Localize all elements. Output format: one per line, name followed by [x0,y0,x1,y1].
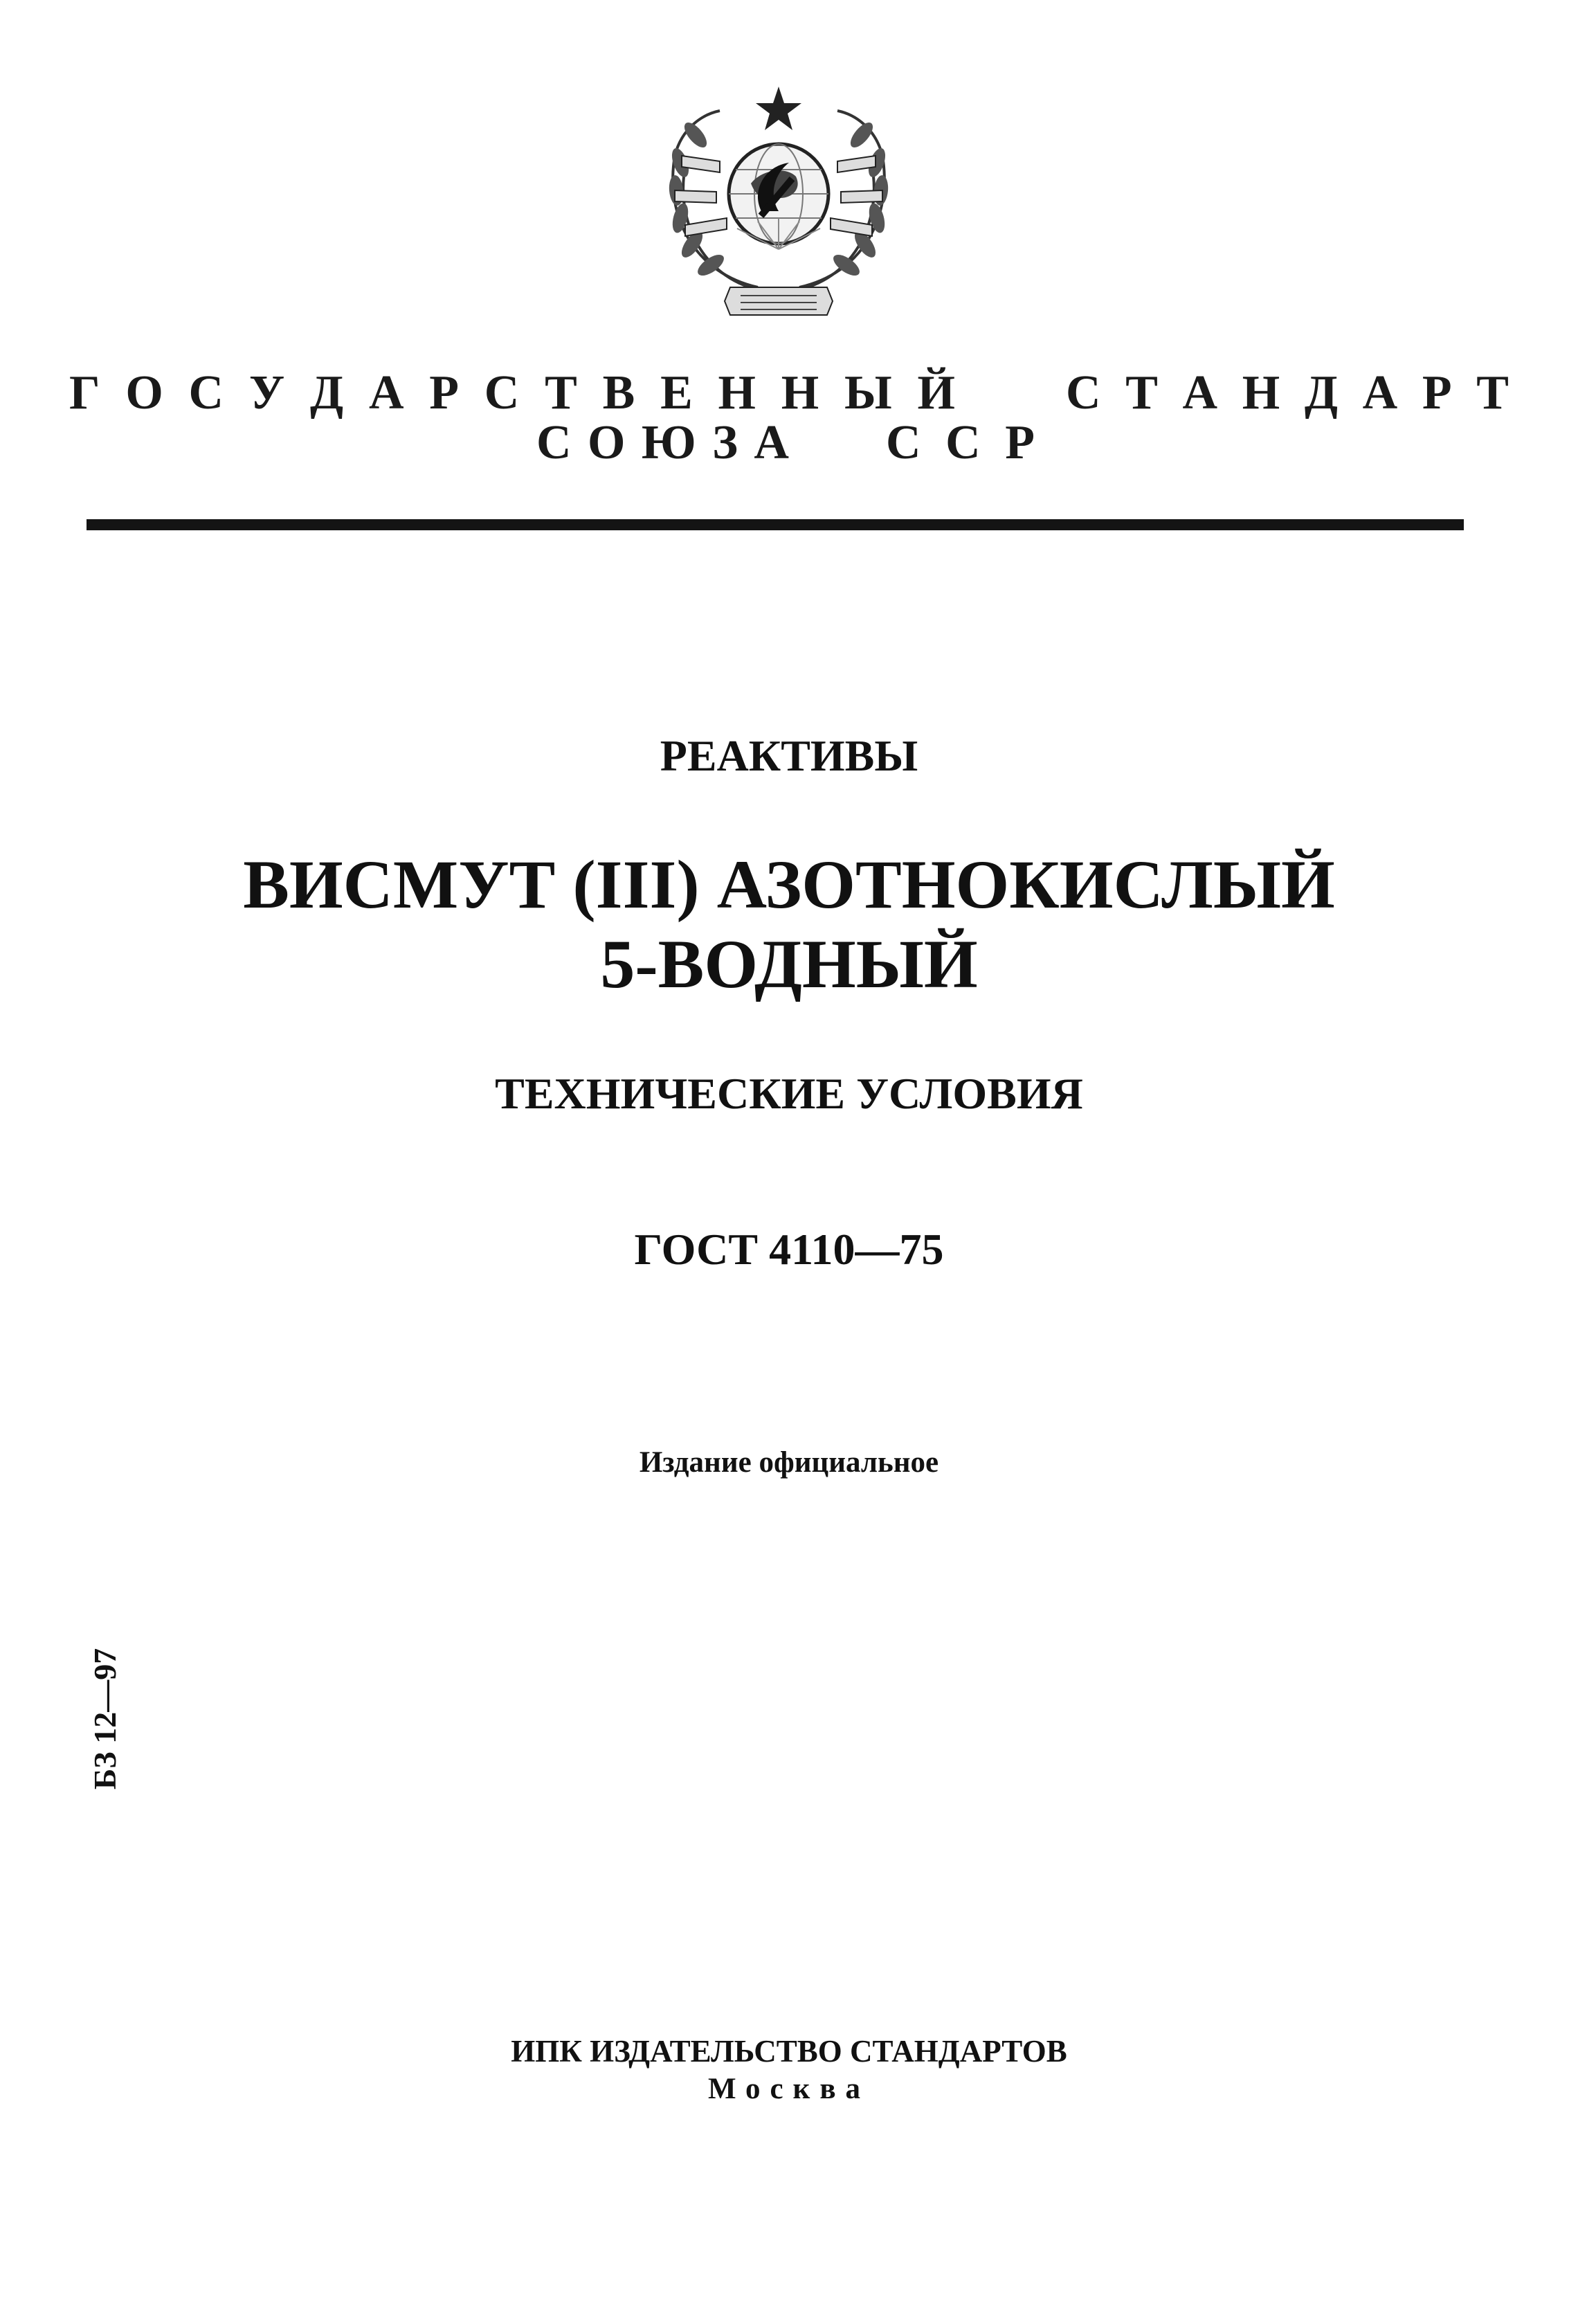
header-letter: А [754,416,789,469]
document-title [0,845,1578,1004]
header-letter: С [945,416,981,469]
standard-code: ГОСТ 4110—75 [634,1225,944,1274]
header-letter: В [602,366,635,420]
document-category: РЕАКТИВЫ [660,731,918,780]
header-letter: Р [429,366,460,420]
header-letter: О [587,416,626,469]
publisher-name: ИПК ИЗДАТЕЛЬСТВО СТАНДАРТОВ [511,2034,1067,2069]
header-letter: О [125,366,163,420]
header-letter: Т [1476,366,1509,420]
document-subtitle: ТЕХНИЧЕСКИЕ УСЛОВИЯ [495,1069,1083,1118]
header-word [886,415,1035,471]
state-emblem-icon [654,80,903,332]
header-word [536,415,789,471]
header-letter: Н [781,366,819,420]
header-letter: Е [660,366,693,420]
header-letter: Ю [641,416,696,469]
title-line: ВИСМУТ (III) АЗОТНОКИСЛЫЙ [243,846,1335,923]
header-letter: С [1066,366,1101,420]
header-letter: С [484,366,520,420]
side-label [87,1648,128,1790]
header-line-2 [536,415,1035,471]
header-letter: Н [1242,366,1280,420]
header-word [1066,366,1509,421]
header-letter: А [1362,366,1398,420]
header-letter: У [248,366,285,420]
header-letter: Т [1125,366,1158,420]
header-letter: Д [310,366,344,420]
header-letter: Н [718,366,756,420]
header-letter: С [188,366,224,420]
header-line-1 [69,366,1509,421]
edition-note: Издание официальное [639,1446,939,1479]
title-line: 5-ВОДНЫЙ [600,926,978,1002]
header-letter: С [536,416,572,469]
header-letter: Т [545,366,577,420]
header-letter: Р [1422,366,1452,420]
header-letter: Г [69,366,100,420]
header-letter: Ы [844,366,892,420]
header-letter: Й [917,366,955,420]
header-word [69,366,955,421]
header-divider [87,519,1464,530]
header-letter: А [368,366,404,420]
publisher-city: Москва [707,2073,871,2105]
header-letter: З [712,416,738,469]
header-letter: Р [1005,416,1035,469]
side-label-text: БЗ 12—97 [87,1648,123,1790]
header-letter: А [1182,366,1218,420]
header-letter: Д [1304,366,1339,420]
header-letter: С [886,416,921,469]
